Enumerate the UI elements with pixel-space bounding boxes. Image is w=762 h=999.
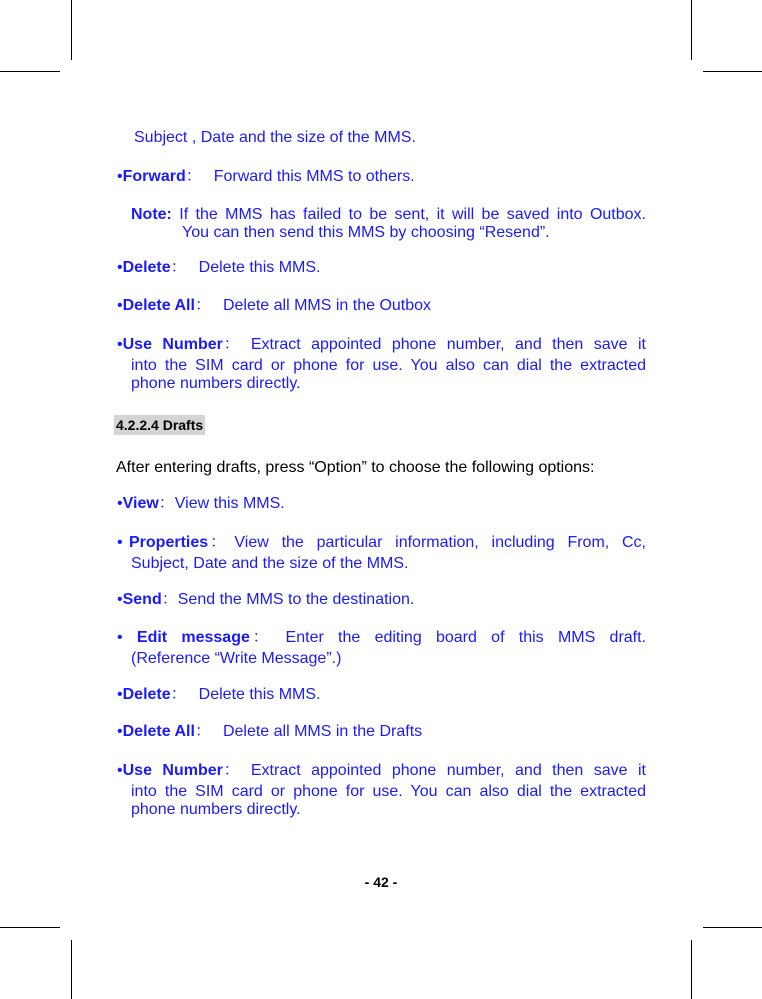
note-label: Note: bbox=[131, 206, 172, 223]
option-term: Properties bbox=[129, 534, 209, 551]
option-term: Delete All bbox=[122, 297, 195, 314]
option-use-number-line-3: phone numbers directly. bbox=[131, 375, 301, 392]
section-heading: 4.2.2.4 Drafts bbox=[116, 417, 204, 433]
option-view: •View：View this MMS. bbox=[117, 495, 285, 512]
drafts-intro: After entering drafts, press “Option” to choose the following options: bbox=[116, 459, 595, 476]
option-send: •Send：Send the MMS to the destination. bbox=[117, 591, 415, 608]
option-term: Delete bbox=[122, 686, 171, 703]
option-use-number-line-2: into the SIM card or phone for use. You can also dial the extracted bbox=[131, 783, 646, 800]
option-use-number-line-3: phone numbers directly. bbox=[131, 801, 301, 818]
option-term: Use Number bbox=[122, 762, 223, 779]
option-properties-line-2: Subject, Date and the size of the MMS. bbox=[131, 555, 409, 572]
option-term: Edit message bbox=[136, 629, 250, 646]
option-delete-all: •Delete All： Delete all MMS in the Outbox bbox=[117, 297, 432, 314]
crop-mark bbox=[691, 0, 692, 60]
option-term: Send bbox=[122, 591, 162, 608]
option-delete: •Delete： Delete this MMS. bbox=[117, 686, 321, 703]
option-use-number: •Use Number： Extract appointed phone number, and then save it bbox=[117, 336, 646, 353]
option-term: Use Number bbox=[122, 336, 223, 353]
option-delete-all: •Delete All： Delete all MMS in the Drafts bbox=[117, 723, 423, 740]
crop-mark bbox=[0, 927, 60, 928]
crop-mark bbox=[703, 927, 762, 928]
option-edit-message-line-2: (Reference “Write Message”.) bbox=[131, 650, 342, 667]
option-term: Delete All bbox=[122, 723, 195, 740]
crop-mark bbox=[71, 940, 72, 999]
option-use-number: •Use Number： Extract appointed phone number, and then save it bbox=[117, 762, 646, 779]
option-term: View bbox=[122, 495, 159, 512]
option-edit-message: • Edit message： Enter the editing board of this MMS draft. bbox=[117, 629, 647, 646]
option-properties: • Properties： View the particular information, including From, Cc, bbox=[117, 534, 646, 551]
option-forward: •Forward： Forward this MMS to others. bbox=[117, 168, 415, 185]
option-delete: •Delete： Delete this MMS. bbox=[117, 259, 321, 276]
option-term: Forward bbox=[122, 168, 186, 185]
note-line-1: Note: If the MMS has failed to be sent, it will be saved into Outbox. bbox=[131, 206, 646, 223]
page-number: - 42 - bbox=[364, 874, 398, 890]
note-line-2: You can then send this MMS by choosing “Resend”. bbox=[182, 224, 550, 241]
crop-mark bbox=[0, 71, 60, 72]
crop-mark bbox=[703, 71, 762, 72]
subject-line: Subject , Date and the size of the MMS. bbox=[134, 129, 416, 146]
crop-mark bbox=[71, 0, 72, 60]
crop-mark bbox=[691, 940, 692, 999]
option-term: Delete bbox=[122, 259, 171, 276]
option-use-number-line-2: into the SIM card or phone for use. You also can dial the extracted bbox=[131, 357, 646, 374]
